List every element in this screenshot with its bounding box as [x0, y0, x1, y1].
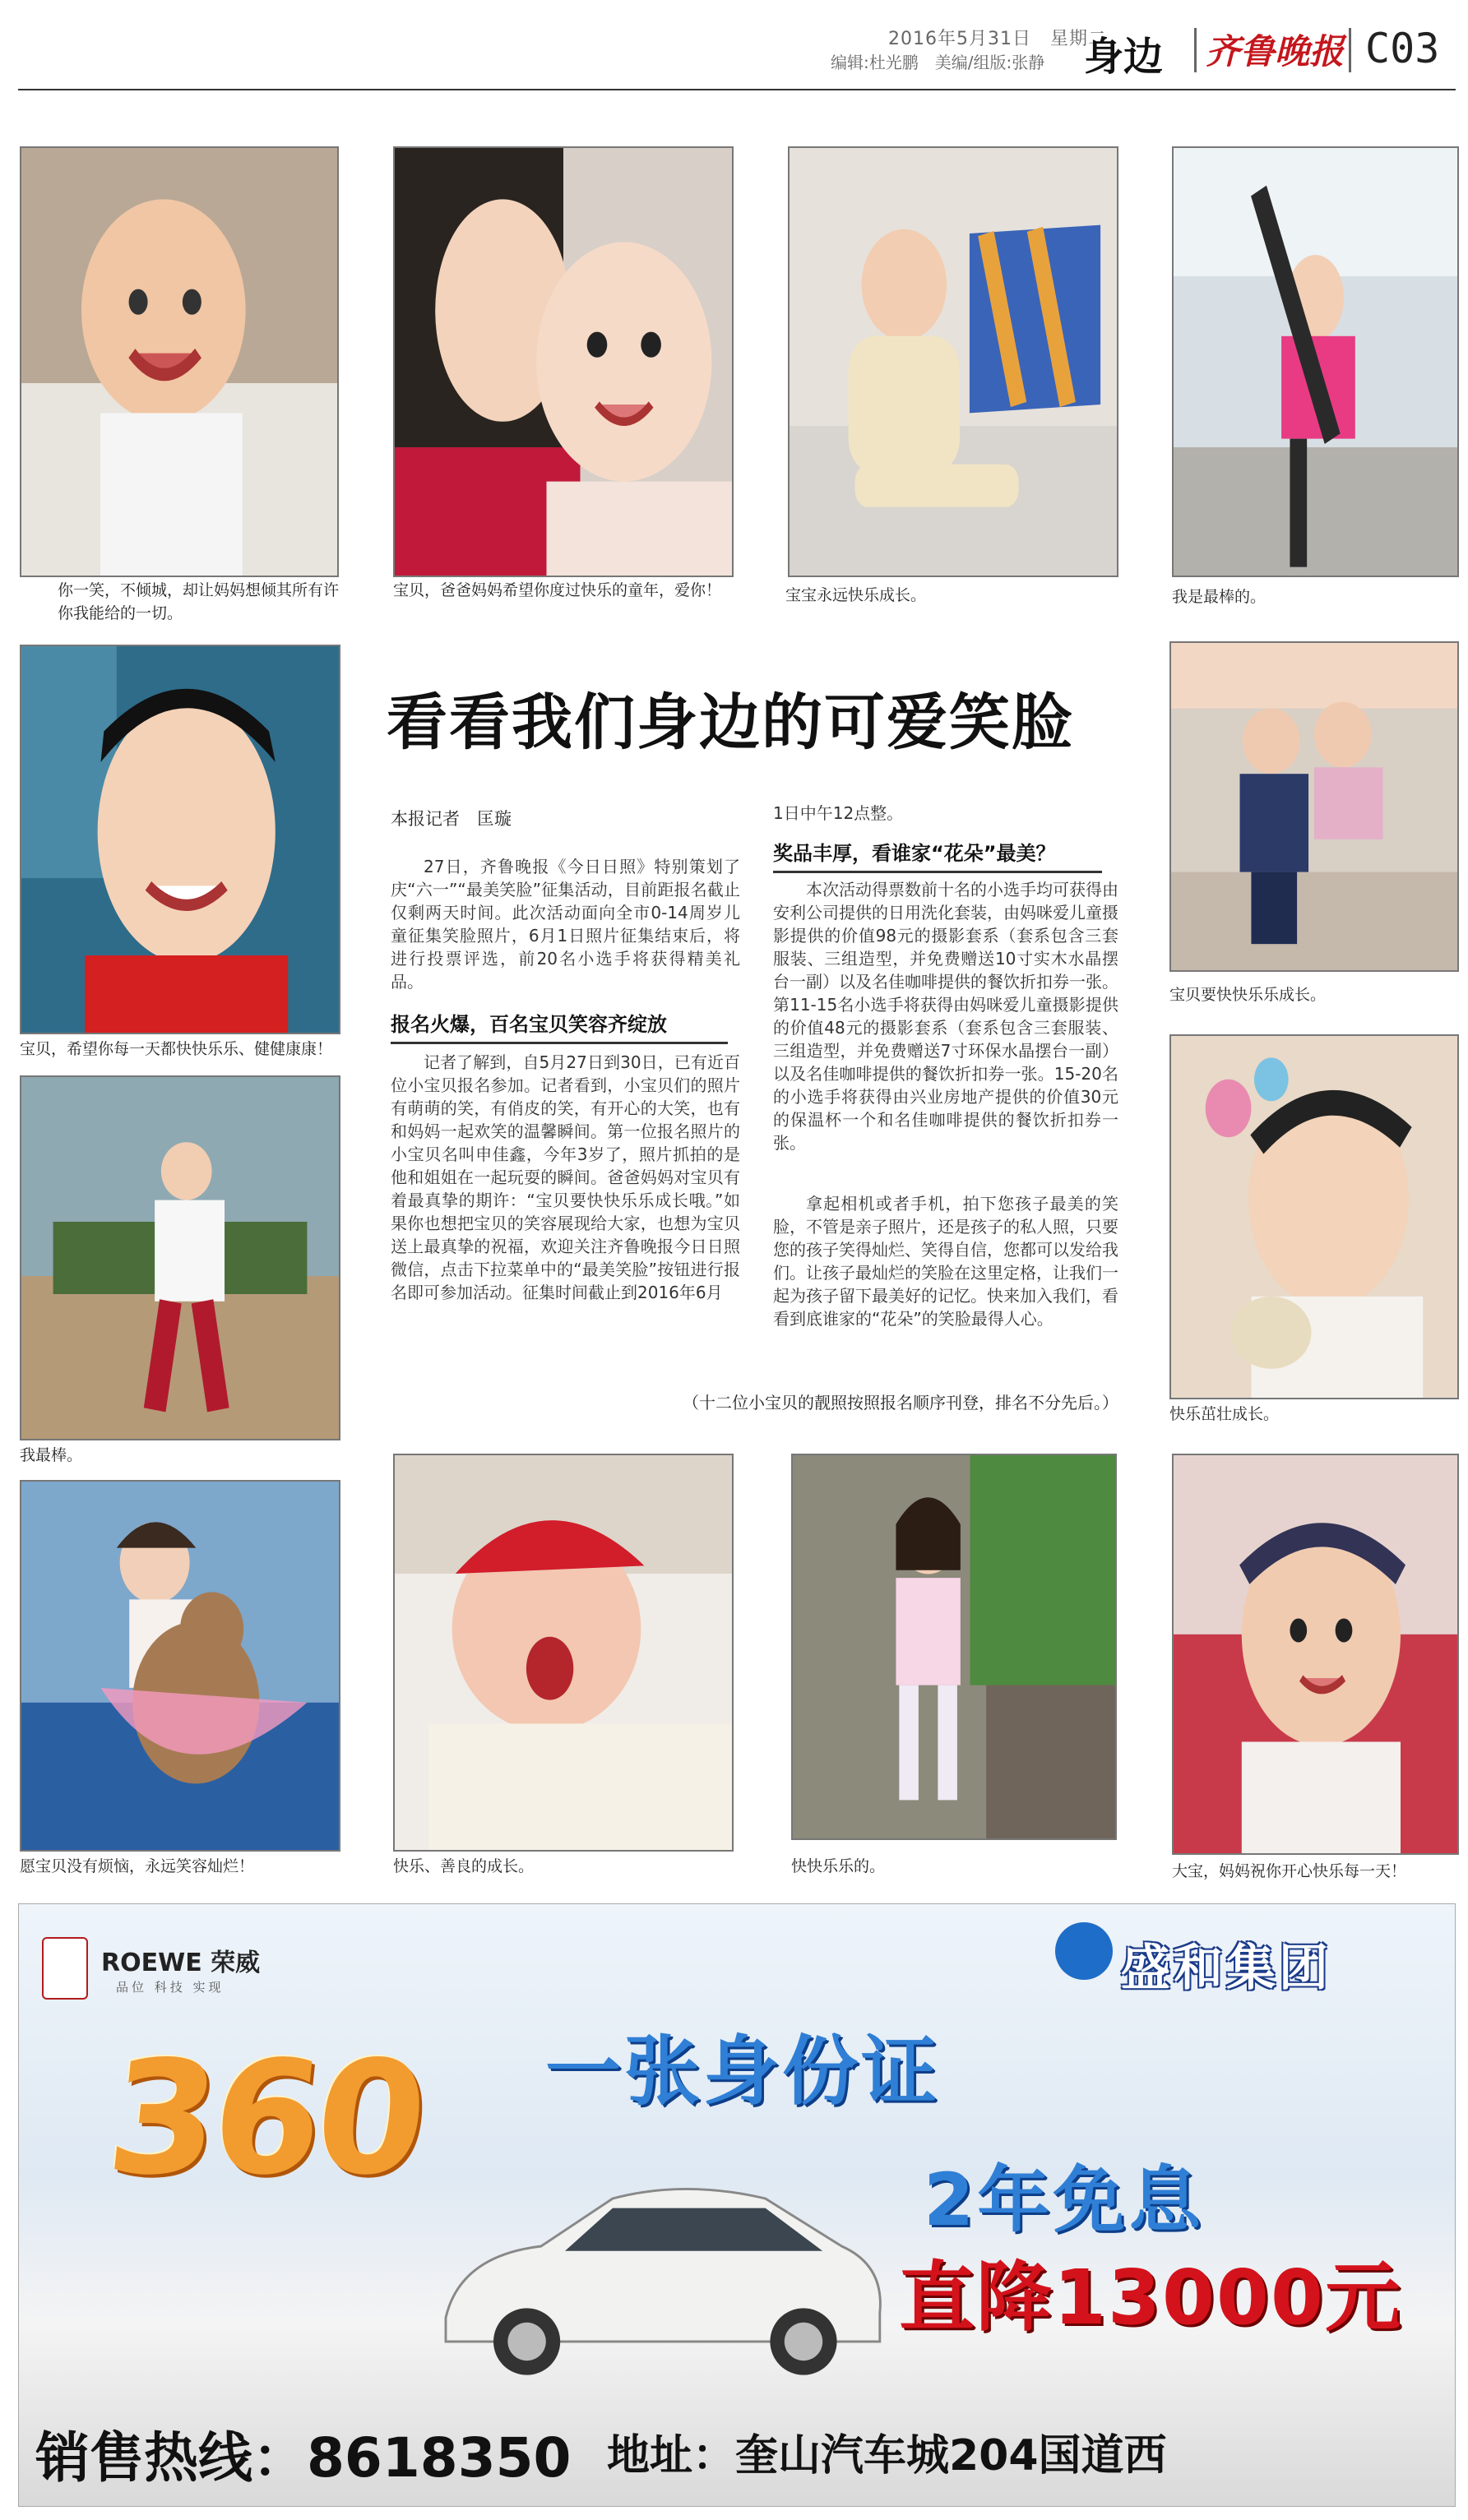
issue-date: 2016年5月31日 星期二	[888, 29, 1107, 49]
ad-model-number: 360	[100, 2028, 431, 2209]
newspaper-logo: 齐鲁晚报	[1206, 31, 1345, 72]
article-paragraph: 27日，齐鲁晚报《今日日照》特别策划了庆“六一”“最美笑脸”征集活动，目前距报名截止仅剩两天时间。此次活动面向全市0-14周岁儿童征集笑脸照片，6月1日照片征集结束后，将进行投票评选，前20名小选手将获得精美礼品。	[391, 857, 740, 992]
ad-offer-line3: 直降13000元	[899, 2254, 1403, 2342]
ad-address: 地址：奎山汽车城204国道西	[607, 2431, 1167, 2481]
baby-eating-photo	[1169, 1034, 1459, 1399]
photo-caption: 快乐茁壮成长。	[1169, 1405, 1280, 1423]
header-divider	[1194, 28, 1197, 72]
baby-photo-1	[20, 146, 339, 577]
photo-caption: 快乐、善良的成长。	[393, 1857, 535, 1875]
header-rule	[18, 89, 1456, 90]
photo-caption: 宝贝，爸爸妈妈希望你度过快乐的童年，爱你！	[393, 581, 722, 599]
car-advertisement	[18, 1903, 1456, 2507]
baby-on-bed-photo	[788, 146, 1118, 577]
section-title: 身边	[1084, 34, 1164, 80]
ad-offer-line2: 2年免息	[924, 2157, 1205, 2242]
group-logo-icon	[1055, 1922, 1113, 1980]
ad-hotline: 销售热线：8618350	[35, 2426, 572, 2490]
editor-credits: 编辑:杜光鹏 美编/组版:张静	[831, 53, 1045, 72]
baby-headband-photo	[1172, 1454, 1459, 1855]
girl-with-bear-photo	[20, 1480, 340, 1852]
photo-caption: 宝贝要快快乐乐成长。	[1169, 986, 1327, 1004]
photo-caption: 你一笑，不倾城，却让妈妈想倾其所有许你我能给的一切。	[58, 581, 340, 622]
photo-caption: 宝宝永远快乐成长。	[785, 586, 927, 604]
newborn-photo	[393, 1454, 734, 1852]
photo-caption: 我最棒。	[20, 1446, 83, 1464]
article-paragraph: 记者了解到，自5月27日到30日，已有近百位小宝贝报名参加。记者看到，小宝贝们的照片有萌萌的笑，有俏皮的笑，有开心的大笑，也有和妈妈一起欢笑的温馨瞬间。第一位报名照片的小宝贝名叫申佳鑫，今年3岁了，照片抓拍的是他和姐姐在一起玩耍的瞬间。爸爸妈妈对宝贝有着最真挚的期许：“宝贝要快快乐乐成长哦。”如果你也想把宝贝的笑容展现给大家，也想为宝贝送上最真挚的祝福，欢迎关注齐鲁晚报今日日照微信，点击下拉菜单中的“最美笑脸”按钮进行报名即可参加活动。征集时间截止到2016年6月	[391, 1052, 740, 1302]
article-byline: 本报记者 匡璇	[391, 809, 512, 829]
header-divider	[1349, 28, 1351, 72]
photo-caption: 我是最棒的。	[1172, 588, 1267, 606]
ad-brand: ROEWE 荣威	[101, 1949, 261, 1977]
photo-caption: 快快乐乐的。	[791, 1857, 886, 1875]
article-subhead: 报名火爆，百名宝贝笑容齐绽放	[391, 1008, 728, 1044]
photo-caption: 大宝，妈妈祝你开心快乐每一天！	[1172, 1862, 1407, 1880]
car-icon	[405, 2151, 915, 2389]
girl-stretching-photo	[1172, 146, 1459, 577]
article-paragraph: 拿起相机或者手机，拍下您孩子最美的笑脸，不管是亲子照片，还是孩子的私人照，只要您的孩子笑得灿烂、笑得自信，您都可以发给我们。让孩子最灿烂的笑脸在这里定格，让我们一起为孩子留下最美好的记忆。快来加入我们，看看到底谁家的“花朵”的笑脸最得人心。	[773, 1194, 1118, 1329]
ad-slogan: 品位 科技 实现	[116, 1980, 225, 1995]
girl-walking-photo	[20, 1075, 340, 1440]
girl-waving-photo	[791, 1454, 1117, 1840]
article-subhead: 奖品丰厚，看谁家“花朵”最美？	[773, 837, 1102, 873]
siblings-photo	[1169, 641, 1459, 972]
article-headline: 看看我们身边的可爱笑脸	[387, 687, 1074, 758]
photo-caption: 愿宝贝没有烦恼，永远笑容灿烂！	[20, 1857, 255, 1875]
mother-baby-photo	[393, 146, 734, 577]
ad-offer-line1: 一张身份证	[545, 2028, 941, 2115]
article-paragraph: 1日中午12点整。	[773, 803, 904, 823]
roewe-logo-icon	[42, 1937, 88, 2000]
boy-smiling-photo	[20, 645, 340, 1034]
photo-caption: 宝贝，希望你每一天都快快乐乐、健健康康！	[20, 1040, 333, 1058]
editor-note: （十二位小宝贝的靓照按照报名顺序刊登，排名不分先后。）	[683, 1393, 1118, 1413]
ad-group-name: 盛和集团	[1121, 1940, 1331, 1997]
page-number: C03	[1365, 25, 1440, 72]
article-paragraph: 本次活动得票数前十名的小选手均可获得由安利公司提供的日用洗化套装，由妈咪爱儿童摄影提供的价值98元的摄影套系（套系包含三套服装、三组造型，并免费赠送10寸实木水晶摆台一副）以及名佳咖啡提供的餐饮折扣券一张。第11-15名小选手将获得由妈咪爱儿童摄影提供的价值48元的摄影套系（套系包含三套服装、三组造型，并免费赠送7寸环保水晶摆台一副）以及名佳咖啡提供的餐饮折扣券一张。15-20名的小选手将获得由兴业房地产提供的价值30元的保温杯一个和名佳咖啡提供的餐饮折扣券一张。	[773, 880, 1118, 1153]
